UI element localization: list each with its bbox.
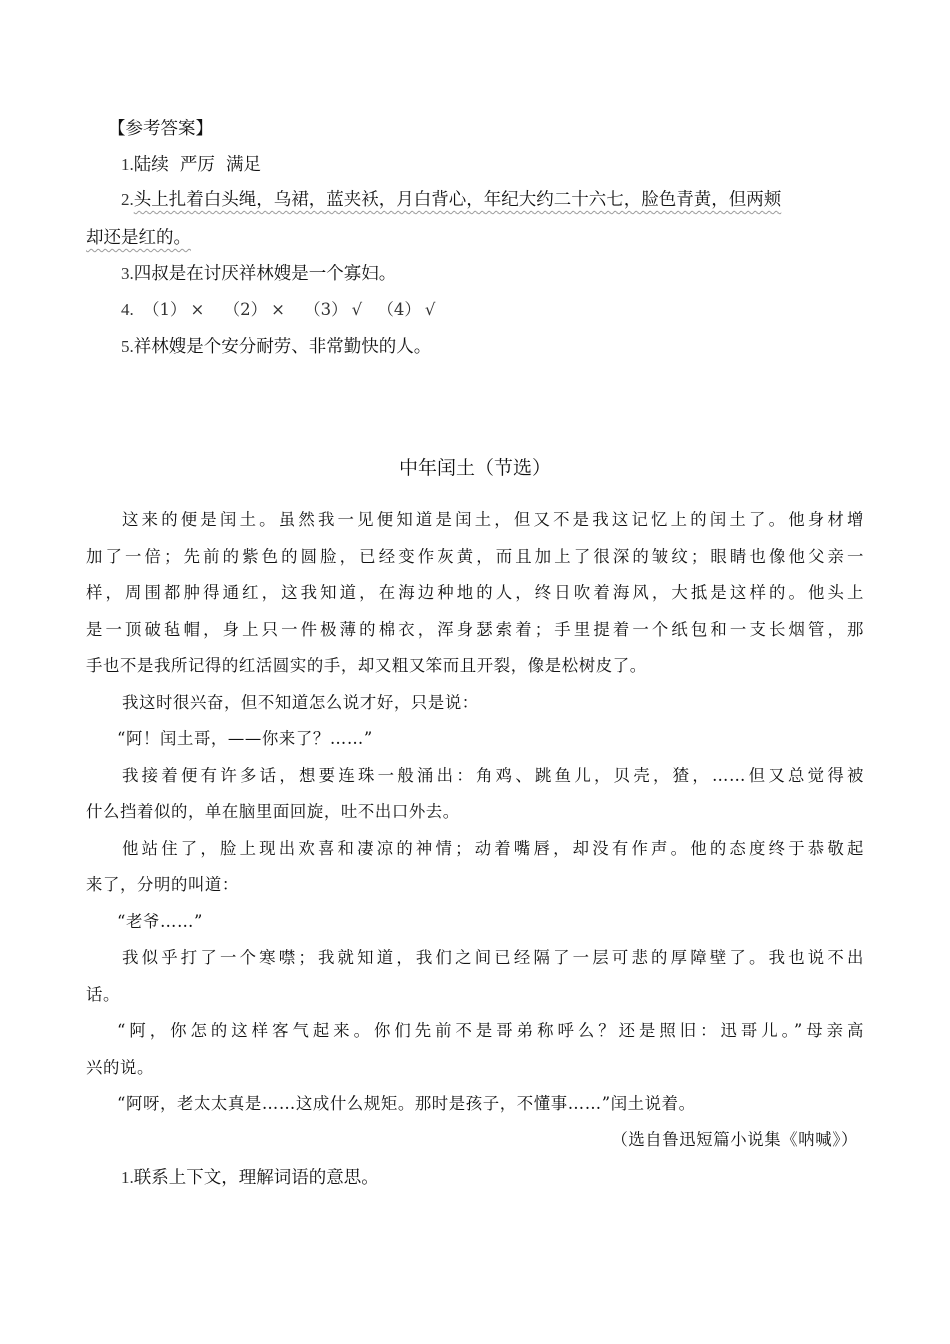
check-mark: √ [351,300,363,319]
passage-line: “老爷……” [117,912,203,931]
answer-text: 祥林嫂是个安分耐劳、非常勤快的人。 [133,337,432,357]
passage-line: 手也不是我所记得的红活圆实的手，却又粗又笨而且开裂，像是松树皮了。 [86,656,647,675]
answer-2-line-2 [86,226,864,250]
answer-1 [121,153,899,177]
question-text: 联系上下文，理解词语的意思。 [133,1168,379,1188]
passage-line: 话。 [86,985,120,1004]
check-mark: √ [424,300,436,319]
answer-number: 1. [121,155,134,174]
question-1 [121,1166,379,1190]
passage-line: 是一顶破毡帽，身上只一件极薄的棉衣，浑身瑟索着；手里提着一个纸包和一支长烟管，那 [86,620,864,639]
answer-text-underlined: 却还是红的。 [86,228,191,248]
judgement-label: （1） [143,300,187,319]
answer-text-underlined: 头上扎着白头绳，乌裙，蓝夹袄，月白背心，年纪大约二十六七，脸色青黄，但两颊 [133,190,782,210]
passage-title: 中年闰土（节选） [398,457,551,479]
answer-number: 4. [121,300,134,319]
answer-4 [121,298,899,322]
passage-line: “阿呀，老太太真是……这成什么规矩。那时是孩子，不懂事……”闰土说着。 [117,1094,696,1113]
judgement-label: （4） [377,300,421,319]
answer-text: 陆续 严厉 满足 [133,155,262,175]
passage-line: 兴的说。 [86,1058,154,1077]
passage-line: “阿！闰土哥，——你来了？……” [117,729,373,748]
cross-mark: × [271,300,285,319]
passage-line: “阿，你怎的这样客气起来。你们先前不是哥弟称呼么？还是照旧：迅哥儿。”母亲高 [117,1021,864,1040]
passage-line: 样，周围都肿得通红，这我知道，在海边种地的人，终日吹着海风，大抵是这样的。他头上 [86,583,864,602]
passage-line: 这来的便是闰土。虽然我一见便知道是闰土，但又不是我这记忆上的闰土了。他身材增 [122,510,864,529]
passage-line: 我似乎打了一个寒噤；我就知道，我们之间已经隔了一层可悲的厚障壁了。我也说不出 [122,948,864,967]
passage-source: （选自鲁迅短篇小说集《呐喊》） [611,1130,858,1149]
answer-number: 3. [121,264,134,283]
question-number: 1. [121,1168,134,1187]
answer-number: 5. [121,337,134,356]
judgement-item [224,298,285,322]
answer-3 [121,262,899,286]
answer-number: 2. [121,190,134,209]
passage-line: 来了，分明的叫道： [86,875,239,894]
judgement-item [377,298,435,322]
cross-mark: × [190,300,205,319]
passage-line: 他站住了，脸上现出欢喜和凄凉的神情；动着嘴唇，却没有作声。他的态度终于恭敬起 [122,839,864,858]
answer-2-line-1 [121,188,899,212]
passage-line: 加了一倍；先前的紫色的圆脸，已经变作灰黄，而且加上了很深的皱纹；眼睛也像他父亲一 [86,547,864,566]
judgement-label: （2） [223,300,268,319]
answer-text: 四叔是在讨厌祥林嫂是一个寡妇。 [133,264,397,284]
passage-line: 什么挡着似的，单在脑里面回旋，吐不出口外去。 [86,802,460,821]
passage-line: 我这时很兴奋，但不知道怎么说才好，只是说： [122,693,479,712]
answers-heading: 【参考答案】 [108,119,213,139]
judgement-label: （3） [304,300,348,319]
judgement-item [143,298,204,322]
answer-5 [121,335,899,359]
passage-line: 我接着便有许多话，想要连珠一般涌出：角鸡、跳鱼儿，贝壳，猹，……但又总觉得被 [122,766,864,785]
judgement-item [304,298,362,322]
